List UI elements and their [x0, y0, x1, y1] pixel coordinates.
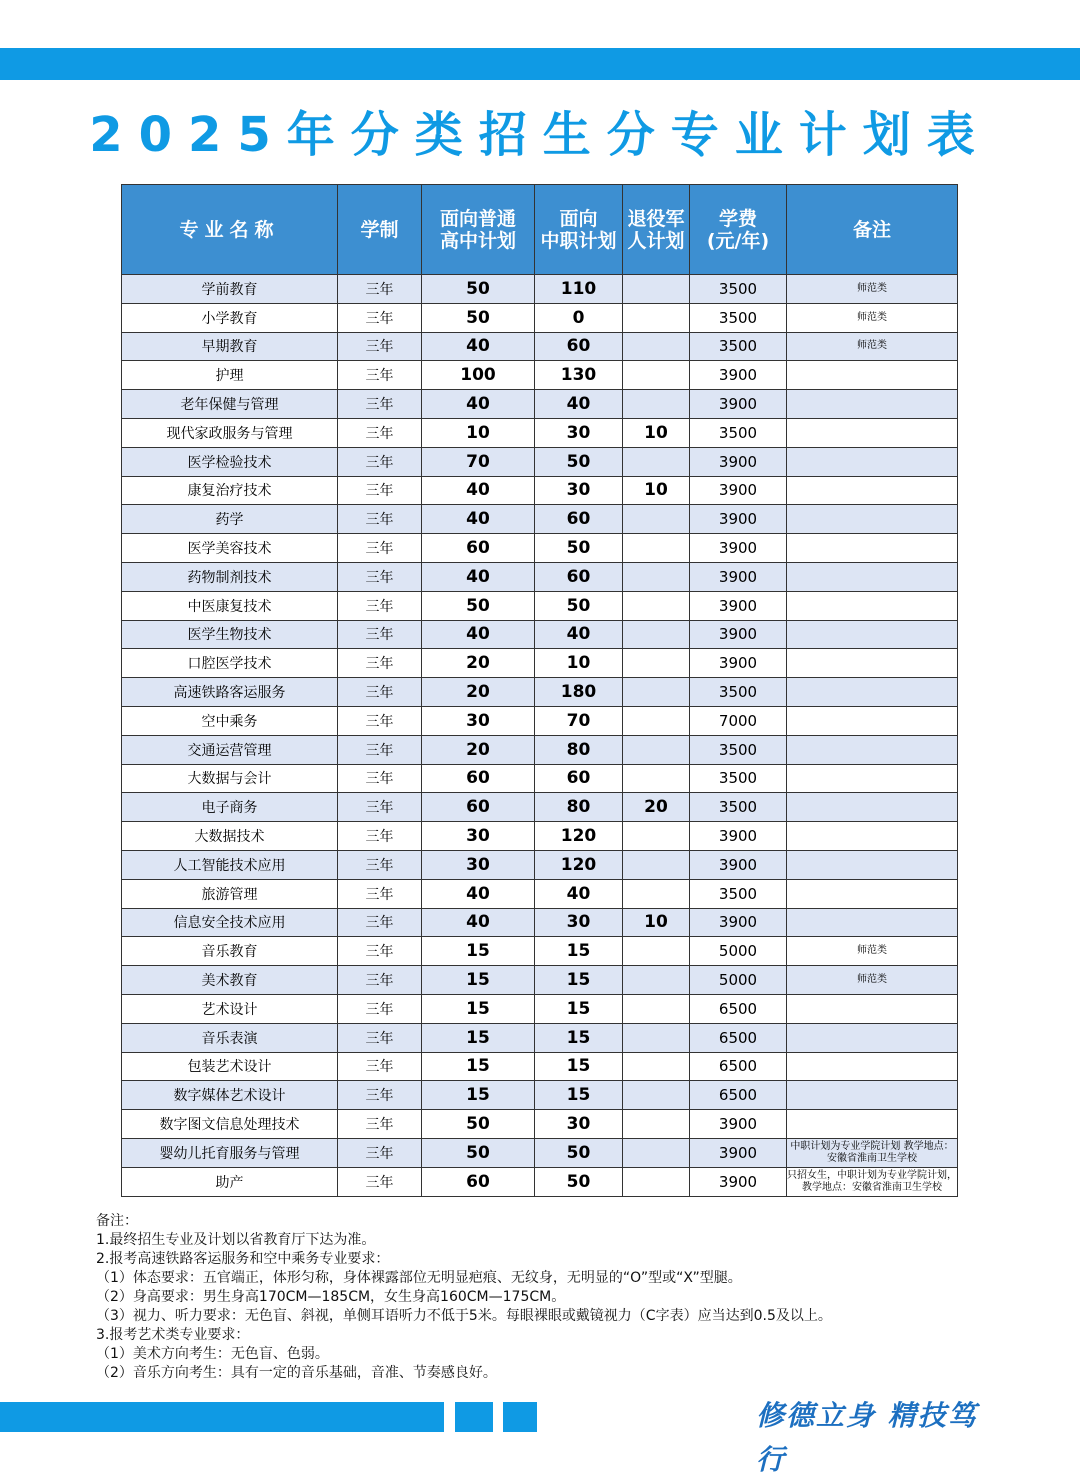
cell-tuition: 5000	[690, 966, 787, 995]
cell-remark	[787, 361, 958, 390]
notes-section	[96, 1212, 1036, 1383]
cell-years: 三年	[338, 678, 422, 707]
cell-vocational-plan: 15	[535, 966, 623, 995]
cell-highschool-plan: 15	[422, 937, 535, 966]
cell-highschool-plan: 100	[422, 361, 535, 390]
cell-major-name: 交通运营管理	[122, 735, 338, 764]
cell-vocational-plan: 50	[535, 1167, 623, 1196]
cell-major-name: 数字媒体艺术设计	[122, 1081, 338, 1110]
cell-major-name: 口腔医学技术	[122, 649, 338, 678]
cell-highschool-plan: 20	[422, 678, 535, 707]
note-line: （3）视力、听力要求：无色盲、斜视，单侧耳语听力不低于5米。每眼裸眼或戴镜视力（C字表）应当达到0.5及以上。	[96, 1308, 832, 1324]
table-row	[122, 1138, 958, 1167]
cell-major-name: 高速铁路客运服务	[122, 678, 338, 707]
cell-major-name: 大数据技术	[122, 822, 338, 851]
cell-vocational-plan: 80	[535, 793, 623, 822]
cell-veteran-plan	[623, 966, 690, 995]
cell-major-name: 小学教育	[122, 303, 338, 332]
cell-years: 三年	[338, 822, 422, 851]
table-row	[122, 332, 958, 361]
cell-years: 三年	[338, 620, 422, 649]
cell-remark	[787, 764, 958, 793]
cell-remark: 师范类	[787, 303, 958, 332]
cell-vocational-plan: 40	[535, 620, 623, 649]
header-vocational-plan-line1: 面向	[559, 207, 598, 230]
table-row	[122, 678, 958, 707]
header-vocational-plan-line2: 中职计划	[540, 229, 617, 252]
cell-tuition: 6500	[690, 1081, 787, 1110]
cell-veteran-plan	[623, 1081, 690, 1110]
header-veteran-plan	[623, 185, 690, 275]
cell-vocational-plan: 0	[535, 303, 623, 332]
cell-remark: 师范类	[787, 332, 958, 361]
cell-vocational-plan: 180	[535, 678, 623, 707]
header-highschool-plan-line1: 面向普通	[439, 207, 516, 230]
table-row	[122, 649, 958, 678]
cell-remark: 只招女生，中职计划为专业学院计划，教学地点：安徽省淮南卫生学校	[787, 1167, 958, 1196]
cell-years: 三年	[338, 966, 422, 995]
cell-major-name: 旅游管理	[122, 879, 338, 908]
cell-tuition: 3900	[690, 390, 787, 419]
cell-years: 三年	[338, 908, 422, 937]
bottom-bar-square-1	[455, 1402, 493, 1432]
cell-tuition: 3900	[690, 361, 787, 390]
table-row	[122, 1081, 958, 1110]
cell-tuition: 3500	[690, 793, 787, 822]
cell-years: 三年	[338, 332, 422, 361]
table-row	[122, 562, 958, 591]
cell-years: 三年	[338, 476, 422, 505]
cell-major-name: 康复治疗技术	[122, 476, 338, 505]
cell-major-name: 护理	[122, 361, 338, 390]
cell-tuition: 3900	[690, 447, 787, 476]
table-row	[122, 822, 958, 851]
cell-highschool-plan: 70	[422, 447, 535, 476]
cell-highschool-plan: 50	[422, 303, 535, 332]
header-tuition-line1: 学费	[718, 207, 757, 230]
enrollment-plan-table	[121, 184, 958, 1197]
cell-tuition: 3500	[690, 275, 787, 304]
cell-major-name: 医学美容技术	[122, 534, 338, 563]
cell-highschool-plan: 15	[422, 1023, 535, 1052]
cell-tuition: 3500	[690, 735, 787, 764]
cell-vocational-plan: 120	[535, 850, 623, 879]
cell-tuition: 3500	[690, 879, 787, 908]
top-banner-bar	[0, 48, 1080, 80]
cell-tuition: 5000	[690, 937, 787, 966]
page-title: 2025年分类招生分专业计划表	[89, 107, 991, 163]
cell-vocational-plan: 40	[535, 879, 623, 908]
cell-tuition: 3900	[690, 505, 787, 534]
cell-years: 三年	[338, 591, 422, 620]
header-remark: 备注	[787, 185, 958, 275]
notes-heading: 备注：	[96, 1213, 138, 1229]
cell-years: 三年	[338, 649, 422, 678]
cell-years: 三年	[338, 850, 422, 879]
cell-highschool-plan: 60	[422, 1167, 535, 1196]
cell-major-name: 学前教育	[122, 275, 338, 304]
cell-vocational-plan: 60	[535, 562, 623, 591]
cell-highschool-plan: 50	[422, 1110, 535, 1139]
cell-major-name: 包装艺术设计	[122, 1052, 338, 1081]
cell-vocational-plan: 80	[535, 735, 623, 764]
header-vocational-plan	[535, 185, 623, 275]
cell-highschool-plan: 40	[422, 505, 535, 534]
school-motto-calligraphy: 修德立身 精技笃行	[756, 1399, 978, 1476]
table-row	[122, 850, 958, 879]
cell-years: 三年	[338, 505, 422, 534]
cell-veteran-plan	[623, 649, 690, 678]
header-highschool-plan-line2: 高中计划	[439, 229, 516, 252]
cell-years: 三年	[338, 937, 422, 966]
cell-veteran-plan	[623, 447, 690, 476]
cell-vocational-plan: 60	[535, 764, 623, 793]
cell-vocational-plan: 60	[535, 505, 623, 534]
cell-veteran-plan	[623, 591, 690, 620]
cell-years: 三年	[338, 1052, 422, 1081]
note-line: （1）美术方向考生：无色盲、色弱。	[96, 1346, 329, 1362]
cell-major-name: 艺术设计	[122, 994, 338, 1023]
cell-remark	[787, 534, 958, 563]
note-line: （2）身高要求：男生身高170CM—185CM，女生身高160CM—175CM。	[96, 1289, 566, 1305]
cell-tuition: 3900	[690, 620, 787, 649]
cell-vocational-plan: 130	[535, 361, 623, 390]
cell-tuition: 3500	[690, 678, 787, 707]
cell-tuition: 3900	[690, 1110, 787, 1139]
header-years: 学制	[338, 185, 422, 275]
header-tuition-line2: (元/年)	[706, 229, 770, 252]
table-row	[122, 361, 958, 390]
cell-veteran-plan	[623, 303, 690, 332]
cell-tuition: 6500	[690, 994, 787, 1023]
cell-major-name: 婴幼儿托育服务与管理	[122, 1138, 338, 1167]
cell-veteran-plan	[623, 275, 690, 304]
cell-remark	[787, 476, 958, 505]
cell-highschool-plan: 15	[422, 1052, 535, 1081]
cell-years: 三年	[338, 994, 422, 1023]
cell-vocational-plan: 15	[535, 994, 623, 1023]
cell-years: 三年	[338, 275, 422, 304]
cell-major-name: 中医康复技术	[122, 591, 338, 620]
cell-highschool-plan: 40	[422, 879, 535, 908]
cell-remark	[787, 793, 958, 822]
table-row	[122, 1167, 958, 1196]
cell-highschool-plan: 50	[422, 275, 535, 304]
cell-major-name: 早期教育	[122, 332, 338, 361]
cell-remark: 师范类	[787, 275, 958, 304]
note-line: （1）体态要求：五官端正，体形匀称，身体裸露部位无明显疤痕、无纹身，无明显的“O”型或“X”型腿。	[96, 1270, 742, 1286]
bottom-bar-square-2	[503, 1402, 537, 1432]
cell-major-name: 人工智能技术应用	[122, 850, 338, 879]
cell-years: 三年	[338, 879, 422, 908]
table-header-row	[122, 185, 958, 275]
table-row	[122, 994, 958, 1023]
cell-remark: 中职计划为专业学院计划 教学地点：安徽省淮南卫生学校	[787, 1138, 958, 1167]
cell-tuition: 3900	[690, 822, 787, 851]
cell-highschool-plan: 60	[422, 534, 535, 563]
cell-highschool-plan: 15	[422, 1081, 535, 1110]
cell-remark	[787, 447, 958, 476]
cell-remark: 师范类	[787, 937, 958, 966]
cell-veteran-plan	[623, 822, 690, 851]
cell-major-name: 助产	[122, 1167, 338, 1196]
cell-remark	[787, 994, 958, 1023]
cell-vocational-plan: 30	[535, 908, 623, 937]
cell-vocational-plan: 50	[535, 591, 623, 620]
cell-veteran-plan	[623, 390, 690, 419]
cell-vocational-plan: 50	[535, 1138, 623, 1167]
cell-highschool-plan: 60	[422, 793, 535, 822]
table-row	[122, 1052, 958, 1081]
cell-veteran-plan	[623, 678, 690, 707]
cell-major-name: 数字图文信息处理技术	[122, 1110, 338, 1139]
cell-vocational-plan: 120	[535, 822, 623, 851]
cell-tuition: 3900	[690, 850, 787, 879]
cell-remark	[787, 1023, 958, 1052]
cell-major-name: 现代家政服务与管理	[122, 418, 338, 447]
cell-remark	[787, 649, 958, 678]
cell-highschool-plan: 40	[422, 908, 535, 937]
cell-remark	[787, 1081, 958, 1110]
cell-years: 三年	[338, 418, 422, 447]
cell-remark	[787, 505, 958, 534]
cell-vocational-plan: 10	[535, 649, 623, 678]
cell-years: 三年	[338, 764, 422, 793]
cell-veteran-plan: 10	[623, 418, 690, 447]
cell-tuition: 3900	[690, 534, 787, 563]
cell-years: 三年	[338, 1138, 422, 1167]
cell-remark	[787, 822, 958, 851]
cell-highschool-plan: 10	[422, 418, 535, 447]
cell-highschool-plan: 20	[422, 735, 535, 764]
cell-years: 三年	[338, 1023, 422, 1052]
cell-tuition: 3900	[690, 908, 787, 937]
table-row	[122, 793, 958, 822]
cell-major-name: 药学	[122, 505, 338, 534]
table-row	[122, 505, 958, 534]
table-row	[122, 764, 958, 793]
cell-years: 三年	[338, 1167, 422, 1196]
cell-remark	[787, 562, 958, 591]
cell-tuition: 3900	[690, 1138, 787, 1167]
cell-vocational-plan: 15	[535, 937, 623, 966]
cell-highschool-plan: 40	[422, 620, 535, 649]
cell-veteran-plan	[623, 620, 690, 649]
cell-years: 三年	[338, 1081, 422, 1110]
cell-remark	[787, 620, 958, 649]
table-row	[122, 966, 958, 995]
cell-veteran-plan	[623, 534, 690, 563]
cell-remark	[787, 678, 958, 707]
cell-vocational-plan: 110	[535, 275, 623, 304]
cell-highschool-plan: 40	[422, 390, 535, 419]
cell-tuition: 7000	[690, 706, 787, 735]
cell-major-name: 电子商务	[122, 793, 338, 822]
cell-tuition: 3900	[690, 562, 787, 591]
cell-tuition: 3500	[690, 418, 787, 447]
cell-highschool-plan: 15	[422, 966, 535, 995]
cell-veteran-plan	[623, 1110, 690, 1139]
cell-highschool-plan: 60	[422, 764, 535, 793]
cell-vocational-plan: 15	[535, 1052, 623, 1081]
cell-years: 三年	[338, 735, 422, 764]
table-row	[122, 476, 958, 505]
cell-major-name: 音乐教育	[122, 937, 338, 966]
cell-major-name: 美术教育	[122, 966, 338, 995]
cell-veteran-plan	[623, 850, 690, 879]
cell-remark	[787, 706, 958, 735]
cell-tuition: 3900	[690, 591, 787, 620]
cell-veteran-plan	[623, 735, 690, 764]
cell-vocational-plan: 50	[535, 534, 623, 563]
cell-vocational-plan: 30	[535, 418, 623, 447]
cell-veteran-plan	[623, 505, 690, 534]
cell-vocational-plan: 50	[535, 447, 623, 476]
cell-veteran-plan	[623, 1023, 690, 1052]
cell-years: 三年	[338, 447, 422, 476]
cell-vocational-plan: 15	[535, 1023, 623, 1052]
cell-veteran-plan	[623, 764, 690, 793]
cell-years: 三年	[338, 706, 422, 735]
table-row	[122, 1023, 958, 1052]
cell-highschool-plan: 50	[422, 591, 535, 620]
cell-vocational-plan: 30	[535, 1110, 623, 1139]
cell-years: 三年	[338, 534, 422, 563]
table-body	[122, 275, 958, 1197]
table-row	[122, 591, 958, 620]
cell-major-name: 音乐表演	[122, 1023, 338, 1052]
table-row	[122, 418, 958, 447]
cell-remark	[787, 418, 958, 447]
cell-remark	[787, 1052, 958, 1081]
cell-veteran-plan	[623, 562, 690, 591]
cell-vocational-plan: 40	[535, 390, 623, 419]
cell-veteran-plan	[623, 1052, 690, 1081]
cell-remark	[787, 879, 958, 908]
note-line: 3.报考艺术类专业要求：	[96, 1327, 250, 1343]
cell-vocational-plan: 60	[535, 332, 623, 361]
table-row	[122, 879, 958, 908]
note-line: 1.最终招生专业及计划以省教育厅下达为准。	[96, 1232, 376, 1248]
cell-veteran-plan: 10	[623, 476, 690, 505]
cell-highschool-plan: 50	[422, 1138, 535, 1167]
table-row	[122, 706, 958, 735]
cell-highschool-plan: 15	[422, 994, 535, 1023]
table-row	[122, 303, 958, 332]
cell-major-name: 老年保健与管理	[122, 390, 338, 419]
cell-highschool-plan: 30	[422, 822, 535, 851]
header-highschool-plan	[422, 185, 535, 275]
cell-years: 三年	[338, 1110, 422, 1139]
cell-veteran-plan	[623, 879, 690, 908]
cell-vocational-plan: 70	[535, 706, 623, 735]
cell-veteran-plan	[623, 332, 690, 361]
table-row	[122, 620, 958, 649]
cell-vocational-plan: 15	[535, 1081, 623, 1110]
header-major-name: 专业名称	[122, 185, 338, 275]
cell-years: 三年	[338, 361, 422, 390]
cell-veteran-plan: 20	[623, 793, 690, 822]
cell-highschool-plan: 40	[422, 562, 535, 591]
cell-highschool-plan: 30	[422, 850, 535, 879]
cell-years: 三年	[338, 303, 422, 332]
cell-highschool-plan: 40	[422, 332, 535, 361]
cell-remark	[787, 1110, 958, 1139]
cell-remark	[787, 850, 958, 879]
cell-tuition: 3900	[690, 649, 787, 678]
cell-veteran-plan	[623, 937, 690, 966]
cell-major-name: 大数据与会计	[122, 764, 338, 793]
cell-remark	[787, 735, 958, 764]
note-line: 2.报考高速铁路客运服务和空中乘务专业要求：	[96, 1251, 390, 1267]
table-row	[122, 908, 958, 937]
table-row	[122, 390, 958, 419]
cell-years: 三年	[338, 562, 422, 591]
table-row	[122, 447, 958, 476]
cell-years: 三年	[338, 793, 422, 822]
cell-veteran-plan	[623, 994, 690, 1023]
table-row	[122, 534, 958, 563]
cell-major-name: 空中乘务	[122, 706, 338, 735]
cell-years: 三年	[338, 390, 422, 419]
cell-remark	[787, 908, 958, 937]
cell-remark	[787, 390, 958, 419]
cell-tuition: 3900	[690, 476, 787, 505]
cell-tuition: 3900	[690, 1167, 787, 1196]
cell-veteran-plan	[623, 361, 690, 390]
cell-vocational-plan: 30	[535, 476, 623, 505]
cell-veteran-plan	[623, 706, 690, 735]
cell-major-name: 药物制剂技术	[122, 562, 338, 591]
table-row	[122, 1110, 958, 1139]
cell-veteran-plan	[623, 1167, 690, 1196]
cell-highschool-plan: 20	[422, 649, 535, 678]
cell-tuition: 3500	[690, 764, 787, 793]
cell-major-name: 信息安全技术应用	[122, 908, 338, 937]
header-veteran-plan-line1: 退役军	[627, 207, 685, 230]
table-row	[122, 275, 958, 304]
cell-tuition: 3500	[690, 303, 787, 332]
note-line: （2）音乐方向考生：具有一定的音乐基础，音准、节奏感良好。	[96, 1365, 497, 1381]
table-row	[122, 937, 958, 966]
cell-remark	[787, 591, 958, 620]
cell-tuition: 3500	[690, 332, 787, 361]
cell-remark: 师范类	[787, 966, 958, 995]
cell-major-name: 医学生物技术	[122, 620, 338, 649]
header-tuition	[690, 185, 787, 275]
cell-tuition: 6500	[690, 1052, 787, 1081]
cell-highschool-plan: 30	[422, 706, 535, 735]
table-row	[122, 735, 958, 764]
bottom-bar-long	[0, 1402, 444, 1432]
cell-veteran-plan	[623, 1138, 690, 1167]
header-veteran-plan-line2: 人计划	[627, 229, 685, 252]
cell-highschool-plan: 40	[422, 476, 535, 505]
cell-major-name: 医学检验技术	[122, 447, 338, 476]
cell-veteran-plan: 10	[623, 908, 690, 937]
cell-tuition: 6500	[690, 1023, 787, 1052]
